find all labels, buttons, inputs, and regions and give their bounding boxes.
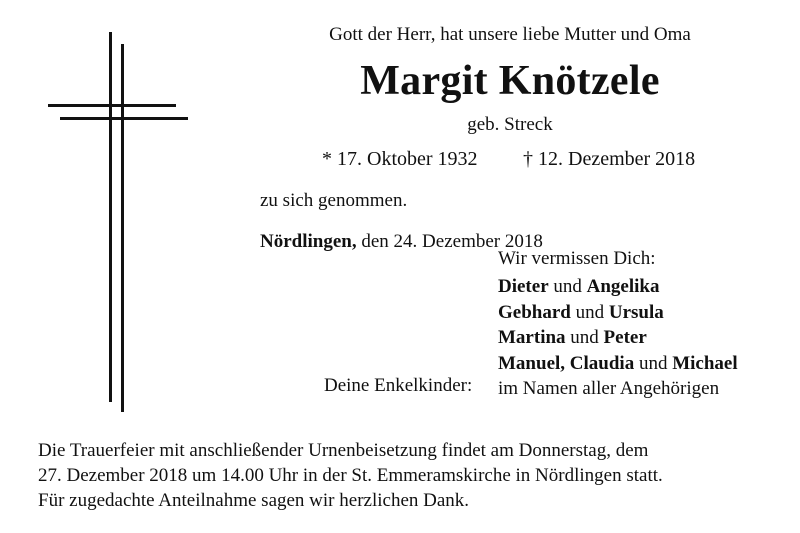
signer-line xyxy=(498,300,738,326)
birth-name: geb. Streck xyxy=(467,114,553,135)
signer-second: Peter xyxy=(603,327,647,348)
place-date: den 24. Dezember 2018 xyxy=(356,231,543,252)
signer-line xyxy=(498,325,738,351)
grandchildren-label: Deine Enkelkinder: xyxy=(324,375,473,396)
funeral-info-line: 27. Dezember 2018 um 14.00 Uhr in der St. Emmeramskirche in Nördlingen statt. xyxy=(38,465,663,486)
cross-vertical-line-left xyxy=(109,32,112,402)
signers-list xyxy=(498,274,738,402)
funeral-info xyxy=(38,438,663,513)
cross-horizontal-line-top xyxy=(48,104,176,107)
birth-date: * 17. Oktober 1932 xyxy=(322,148,478,170)
funeral-info-line: Die Trauerfeier mit anschließender Urnenbeisetzung findet am Donnerstag, dem xyxy=(38,440,649,461)
signer-and: und xyxy=(570,301,609,323)
signer-and: und xyxy=(548,276,587,297)
funeral-info-line: Für zugedachte Anteilnahme sagen wir herzlichen Dank. xyxy=(38,490,470,511)
relatives-text: im Namen aller Angehörigen xyxy=(498,378,720,399)
taken-text: zu sich genommen. xyxy=(260,190,408,211)
signer-first: Gebhard xyxy=(498,301,571,323)
cross-vertical-line-right xyxy=(121,44,124,412)
miss-text: Wir vermissen Dich: xyxy=(498,248,656,269)
signer-first: Dieter xyxy=(498,276,549,297)
grandchildren-and: und xyxy=(634,352,673,374)
signer-second: Ursula xyxy=(608,301,664,323)
signer-first: Martina xyxy=(498,327,566,348)
intro-text: Gott der Herr, hat unsere liebe Mutter und Oma xyxy=(329,24,691,45)
signer-and: und xyxy=(565,327,604,348)
grandchildren-second: Michael xyxy=(672,352,738,374)
signer-second: Angelika xyxy=(586,276,660,297)
place-name: Nördlingen, xyxy=(260,231,357,252)
signer-line xyxy=(498,274,738,300)
deceased-name: Margit Knötzele xyxy=(360,58,660,104)
death-date: † 12. Dezember 2018 xyxy=(523,148,696,170)
grandchildren-first: Manuel, Claudia xyxy=(498,352,635,374)
grandchildren-line xyxy=(498,351,738,377)
cross-horizontal-line-bottom xyxy=(60,117,188,120)
cross-icon xyxy=(45,32,190,412)
